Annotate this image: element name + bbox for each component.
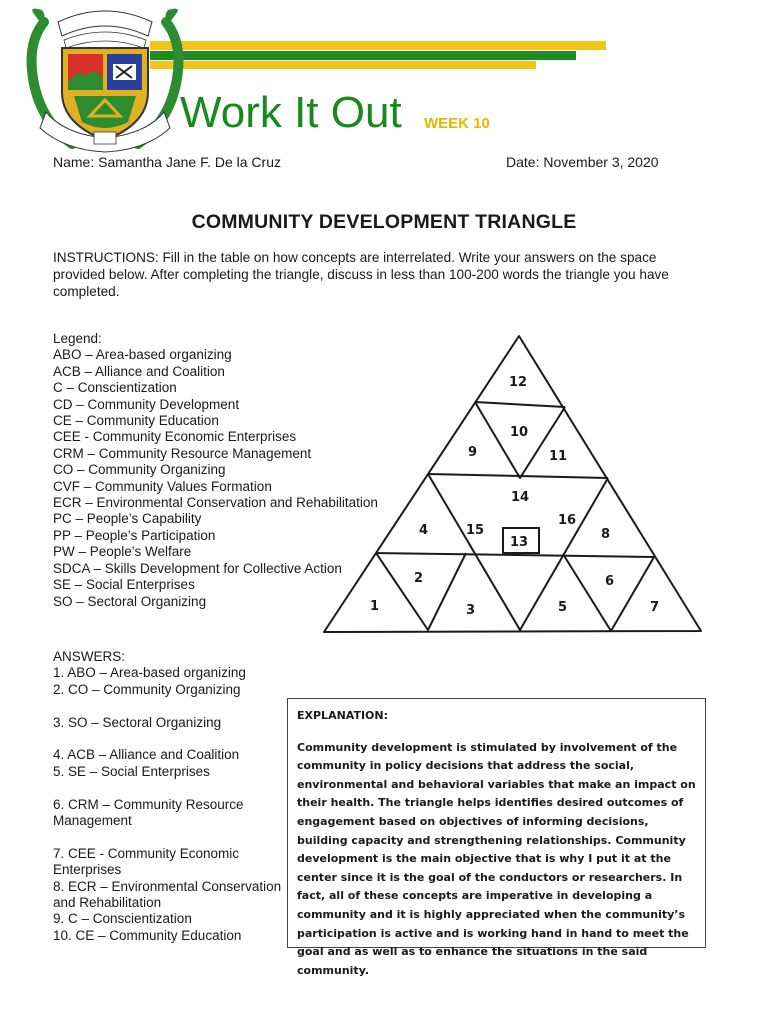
- legend-item: CVF – Community Values Formation: [53, 478, 272, 494]
- legend-item: SE – Social Enterprises: [53, 577, 195, 593]
- legend-item: SO – Sectoral Organizing: [53, 593, 207, 609]
- legend-item: ACB – Alliance and Coalition: [53, 363, 225, 379]
- legend-item: CD – Community Development: [53, 396, 240, 412]
- explanation-heading: EXPLANATION:: [297, 709, 388, 722]
- community-development-triangle: [318, 332, 706, 642]
- triangle-label-13: 13: [510, 535, 529, 550]
- school-seal-logo: [24, 4, 186, 156]
- triangle-label-12: 12: [509, 375, 528, 390]
- explanation-box: [287, 698, 706, 977]
- triangle-label-5: 5: [558, 600, 568, 615]
- inner-triangle-6: [563, 554, 654, 631]
- legend-item: SDCA – Skills Development for Collective Action: [53, 560, 342, 576]
- answers-list: [53, 649, 283, 944]
- triangle-label-14: 14: [511, 490, 530, 505]
- legend-item: CEE - Community Economic Enterprises: [53, 429, 297, 445]
- legend-item: ABO – Area-based organizing: [53, 347, 232, 363]
- explanation-body: Community development is stimulated by involvement of the community in policy decisions that address the social, environmental and behavioral variables that make an impact on their health. The triangle helps identifies desired outcomes of engagement based on objectives of informing decisions, building capacity and strengthening relationships. Community development is the main objective that is why I put it at the center since it is the goal of the conductors or researchers. In fact, all of these concepts are imperative in developing a community and it is highly appreciated when the community’s participation is active and is working hand in hand to meet the goal and as well as to enhance the situations in the said community.: [297, 740, 696, 977]
- page-title: Work It Out: [180, 88, 402, 137]
- answer-item: 5. SE – Social Enterprises: [53, 763, 210, 779]
- legend-item: C – Conscientization: [53, 380, 177, 396]
- divider-line: [475, 402, 565, 407]
- legend-item: PC – People’s Capability: [53, 511, 202, 527]
- answer-item: 6. CRM – Community Resource Management: [53, 796, 244, 829]
- triangle-label-11: 11: [549, 449, 568, 464]
- legend-item: PW – People’s Welfare: [53, 544, 192, 560]
- answer-item: 10. CE – Community Education: [53, 927, 242, 943]
- answer-item: 8. ECR – Environmental Conservation and Rehabilitation: [53, 878, 282, 911]
- answers-title: ANSWERS:: [53, 649, 126, 664]
- inner-triangle-10: [475, 402, 568, 478]
- triangle-label-16: 16: [558, 513, 577, 528]
- triangle-label-4: 4: [419, 523, 429, 538]
- submission-date: Date: November 3, 2020: [506, 154, 659, 170]
- legend-item: CRM – Community Resource Management: [53, 445, 312, 461]
- worksheet-heading: COMMUNITY DEVELOPMENT TRIANGLE: [191, 211, 577, 233]
- legend-title: Legend:: [53, 331, 102, 346]
- answer-item: 7. CEE - Community Economic Enterprises: [53, 845, 240, 878]
- header-bar-yellow-bottom: [150, 61, 536, 69]
- legend-item: PP – People’s Participation: [53, 527, 216, 543]
- answer-item: 9. C – Conscientization: [53, 911, 192, 927]
- triangle-label-8: 8: [601, 527, 611, 542]
- student-name: Name: Samantha Jane F. De la Cruz: [53, 154, 281, 170]
- triangle-label-15: 15: [466, 523, 485, 538]
- triangle-label-6: 6: [605, 574, 615, 589]
- answer-item: 4. ACB – Alliance and Coalition: [53, 747, 240, 763]
- triangle-label-3: 3: [466, 603, 476, 618]
- triangle-label-1: 1: [370, 599, 380, 614]
- legend-item: ECR – Environmental Conservation and Rehabilitation: [53, 495, 378, 511]
- answer-item: 1. ABO – Area-based organizing: [53, 665, 246, 681]
- header-bar-green: [150, 51, 576, 60]
- instructions-text: INSTRUCTIONS: Fill in the table on how concepts are interrelated. Write your answers on the space provided below. After completing the triangle, discuss in less than 100-200 words the triangle you have completed.: [53, 250, 669, 299]
- header-bar-yellow-top: [150, 41, 606, 50]
- triangle-label-2: 2: [414, 571, 424, 586]
- legend-item: CE – Community Education: [53, 413, 219, 429]
- answer-item: 2. CO – Community Organizing: [53, 681, 241, 697]
- triangle-label-7: 7: [650, 600, 660, 615]
- triangle-label-9: 9: [468, 445, 478, 460]
- answer-item: 3. SO – Sectoral Organizing: [53, 714, 222, 730]
- inner-triangle-2: [376, 553, 466, 630]
- triangle-label-10: 10: [510, 425, 529, 440]
- week-label: WEEK 10: [424, 115, 490, 132]
- legend-item: CO – Community Organizing: [53, 462, 226, 478]
